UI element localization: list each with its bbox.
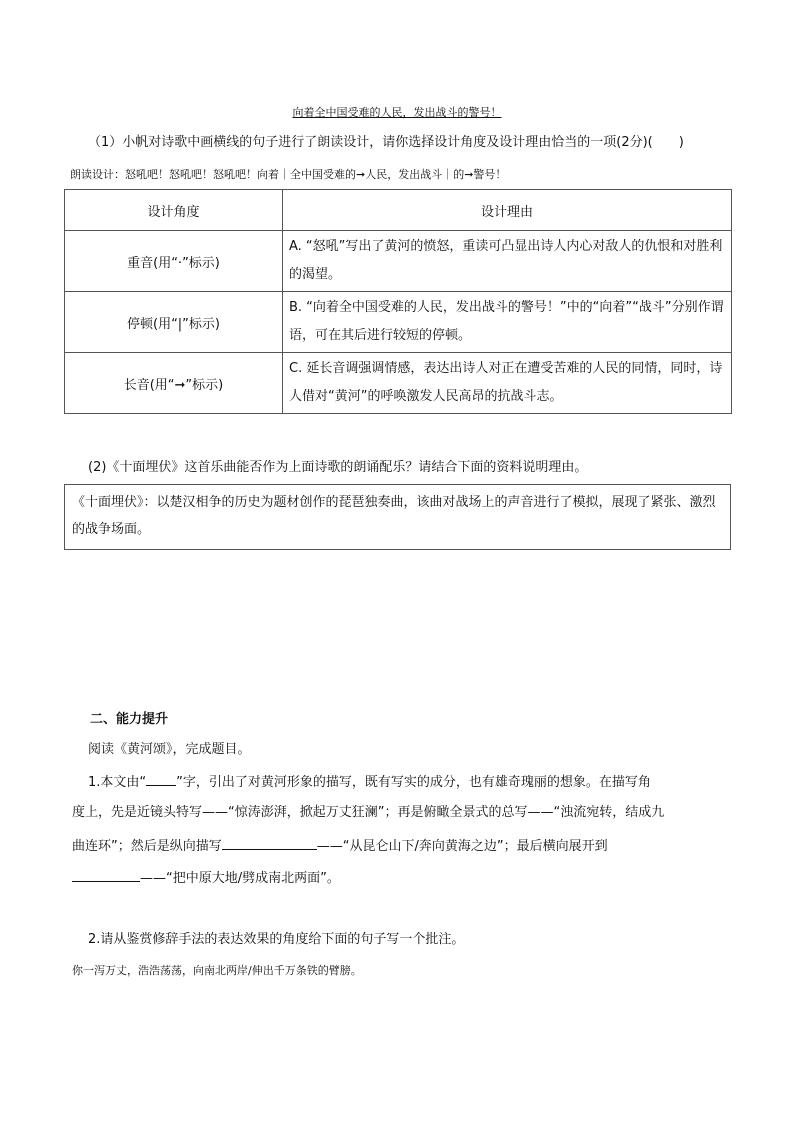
answer-blank[interactable] bbox=[146, 771, 176, 786]
answer-blank[interactable] bbox=[222, 835, 317, 850]
question-2-prompt: (2)《十面埋伏》这首乐曲能否作为上面诗歌的朗诵配乐？请结合下面的资料说明理由。 bbox=[88, 460, 588, 475]
row-angle: 长音(用“➞”标示) bbox=[65, 353, 283, 414]
item-1-text-a: 1.本文由“ bbox=[88, 775, 147, 790]
answer-blank[interactable] bbox=[72, 867, 140, 882]
table-row bbox=[65, 231, 732, 292]
item-2-prompt: 2.请从鉴赏修辞手法的表达效果的角度给下面的句子写一个批注。 bbox=[88, 932, 465, 947]
row-angle: 重音(用“·”标示) bbox=[65, 231, 283, 292]
design-table bbox=[64, 189, 732, 414]
header-angle: 设计角度 bbox=[65, 190, 283, 231]
row-reason: B. “向着全中国受难的人民，发出战斗的警号！”中的“向着”“战斗”分别作谓语，可在其后进行较短的停顿。 bbox=[283, 292, 732, 353]
item-2-quote: 你一泻万丈，浩浩荡荡，向南北两岸/伸出千万条铁的臂膀。 bbox=[72, 964, 362, 977]
table-header-row bbox=[65, 190, 732, 231]
material-box: 《十面埋伏》：以楚汉相争的历史为题材创作的琵琶独奏曲，该曲对战场上的声音进行了模拟，展现了紧张、激烈的战争场面。 bbox=[64, 484, 731, 550]
poem-line: 向着全中国受难的人民，发出战斗的警号！ bbox=[292, 106, 502, 119]
item-1-line-4 bbox=[72, 867, 340, 889]
table-row bbox=[65, 292, 732, 353]
row-reason: A. “怒吼”写出了黄河的愤怒，重读可凸显出诗人内心对敌人的仇恨和对胜利的渴望。 bbox=[283, 231, 732, 292]
item-1-text-d: ——“从昆仑山下/奔向黄海之边”；最后横向展开到 bbox=[316, 839, 608, 854]
reading-design: 朗读设计：怒吼吧！怒吼吧！怒吼吧！向着｜全中国受难的➞人民，发出战斗｜的➞警号！ bbox=[70, 168, 507, 181]
item-1-line-2: 度上，先是近镜头特写——“惊涛澎湃，掀起万丈狂澜”；再是俯瞰全景式的总写——“浊流宛转，结成九 bbox=[72, 805, 665, 820]
section-heading: 二、能力提升 bbox=[90, 712, 169, 727]
item-1-line-3 bbox=[72, 835, 608, 857]
table-row bbox=[65, 353, 732, 414]
item-1-text-e: ——“把中原大地/劈成南北两面”。 bbox=[140, 871, 340, 886]
section-intro: 阅读《黄河颂》，完成题目。 bbox=[88, 742, 251, 757]
item-1-line-1 bbox=[88, 771, 651, 793]
row-angle: 停顿(用“|”标示) bbox=[65, 292, 283, 353]
item-1-text-b: ”字，引出了对黄河形象的描写，既有写实的成分，也有雄奇瑰丽的想象。在描写角 bbox=[176, 775, 651, 790]
row-reason: C. 延长音调强调情感，表达出诗人对正在遭受苦难的人民的同情，同时，诗人借对“黄河”的呼唤激发人民高昂的抗战斗志。 bbox=[283, 353, 732, 414]
item-1-text-c: 曲连环”；然后是纵向描写 bbox=[72, 839, 222, 854]
header-reason: 设计理由 bbox=[283, 190, 732, 231]
question-1-prompt: （1）小帆对诗歌中画横线的句子进行了朗读设计，请你选择设计角度及设计理由恰当的一项(2分)( ) bbox=[88, 135, 684, 150]
